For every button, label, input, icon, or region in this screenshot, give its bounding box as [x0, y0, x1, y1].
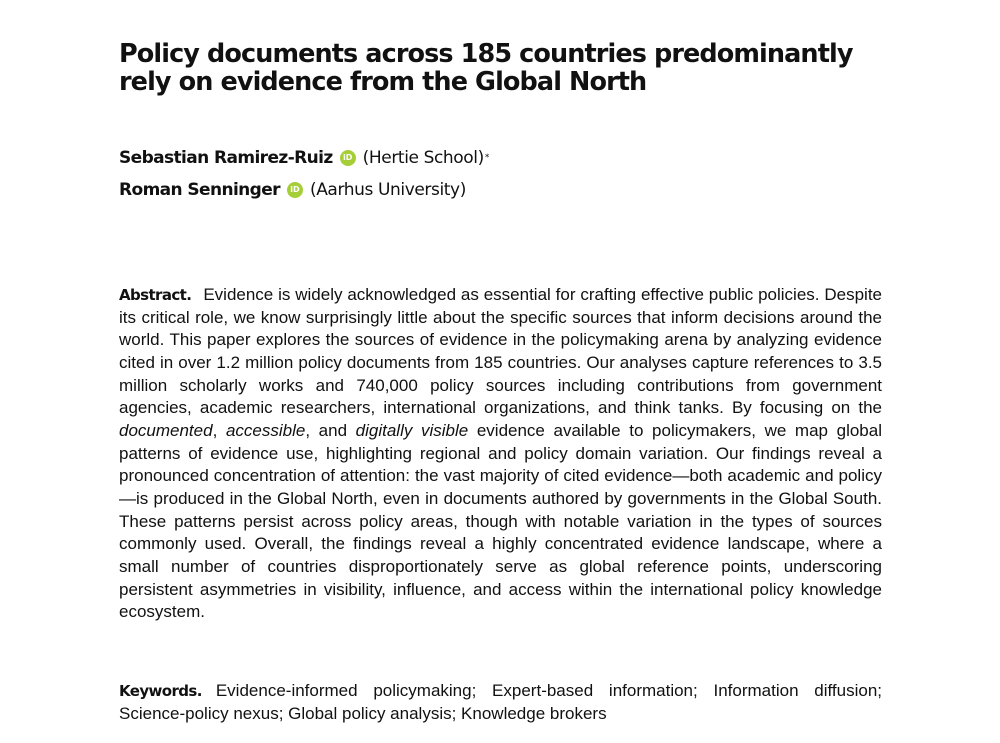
abstract-text: evidence available to policymakers, we map global patterns of evidence use, highlighting regional and policy domain variation. Our findings reveal a pronounced concentration of attention: the vast majority of cited evidence—both academic and policy—is produced in the Global North, even in documents authored by governments in the Global South. These patterns persist across policy areas, though with notable variation in the types of sources commonly used. Overall, the findings reveal a highly concentrated evidence landscape, where a small number of countries disproportionately serve as global reference points, underscoring persistent asymmetries in visibility, influence, and access within the international policy knowledge ecosystem. — [119, 420, 882, 622]
keywords-text: Evidence-informed policymaking; Expert-based information; Information diffusion; Science-policy nexus; Global policy analysis; Knowledge brokers — [119, 681, 882, 723]
corresponding-author-marker: * — [484, 153, 490, 163]
abstract-text: Evidence is widely acknowledged as essential for crafting effective public policies. Despite its critical role, we know surprisingly little about the specific sources that inform decisions around the world. This paper explores the sources of evidence in the policymaking arena by analyzing evidence cited in over 1.2 million policy documents from 185 countries. Our analyses capture references to 3.5 million scholarly works and 740,000 policy sources including contributions from government agencies, academic researchers, international organizations, and think tanks. By focusing on the — [119, 285, 882, 418]
author-affiliation: (Aarhus University) — [309, 180, 466, 200]
paper-title: Policy documents across 185 countries predominantly rely on evidence from the Global North — [119, 39, 853, 97]
keywords — [119, 680, 882, 725]
author-affiliation: (Hertie School) — [362, 148, 484, 168]
abstract-text: , — [212, 420, 226, 440]
abstract — [119, 284, 882, 624]
abstract-emphasis: documented — [119, 420, 213, 440]
author-entry — [119, 146, 879, 170]
author-list — [119, 146, 879, 210]
orcid-icon[interactable]: iD — [287, 182, 303, 198]
abstract-text: , and — [305, 420, 356, 440]
abstract-label: Abstract. — [119, 286, 192, 304]
author-name: Roman Senninger — [119, 180, 280, 200]
abstract-emphasis: digitally visible — [355, 420, 469, 440]
abstract-emphasis: accessible — [225, 420, 306, 440]
orcid-icon[interactable]: iD — [340, 150, 356, 166]
keywords-label: Keywords. — [119, 682, 202, 700]
author-name: Sebastian Ramirez-Ruiz — [119, 148, 333, 168]
author-entry — [119, 178, 879, 202]
